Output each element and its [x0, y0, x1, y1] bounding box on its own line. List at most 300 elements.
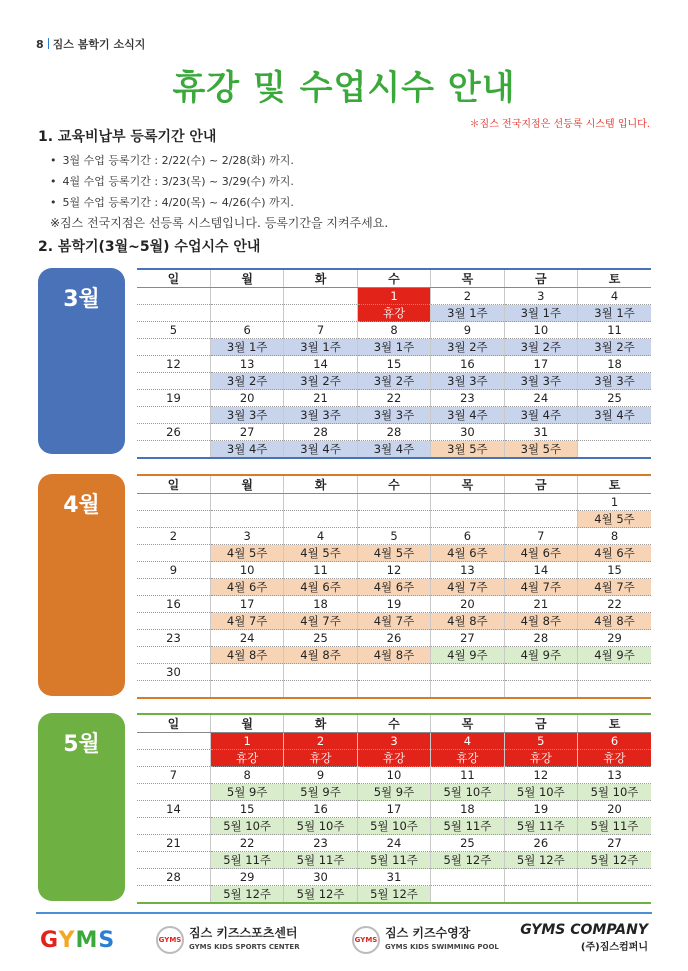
week-cell: 5월 11주: [284, 852, 357, 869]
week-cell: 4월 5주: [578, 511, 651, 528]
brand-sports-center: [156, 926, 300, 954]
week-cell: 4월 8주: [284, 647, 357, 664]
month-tab-march: 3월: [38, 268, 125, 454]
weekday-header: 목: [431, 714, 504, 733]
date-cell: 29: [210, 869, 283, 886]
week-cell: 4월 5주: [284, 545, 357, 562]
date-cell: 20: [210, 390, 283, 407]
week-cell: 5월 11주: [210, 852, 283, 869]
week-cell: 4월 7주: [357, 613, 430, 630]
weekday-header: 토: [578, 475, 651, 494]
week-cell: 5월 10주: [284, 818, 357, 835]
week-cell: [137, 818, 210, 835]
date-cell: 1: [578, 494, 651, 511]
week-cell: 3월 4주: [284, 441, 357, 459]
week-row: [137, 511, 651, 528]
date-cell: 5: [137, 322, 210, 339]
date-cell: 12: [357, 562, 430, 579]
date-row: [137, 664, 651, 681]
section2-heading: 2. 봄학기(3월~5월) 수업시수 안내: [38, 239, 261, 255]
calendar-may: [137, 713, 651, 904]
date-cell: 5: [357, 528, 430, 545]
week-cell: [431, 511, 504, 528]
date-cell: 11: [284, 562, 357, 579]
week-cell: 4월 8주: [578, 613, 651, 630]
calendar-march: [137, 268, 651, 459]
date-cell: [284, 494, 357, 511]
week-row: [137, 613, 651, 630]
week-cell: 3월 3주: [578, 373, 651, 390]
date-cell: 25: [431, 835, 504, 852]
swimming-pool-name: 짐스 키즈수영장: [385, 926, 471, 940]
date-cell: 24: [357, 835, 430, 852]
date-cell: 28: [137, 869, 210, 886]
week-row: [137, 441, 651, 459]
week-cell: 4월 7주: [578, 579, 651, 596]
week-row: [137, 305, 651, 322]
date-cell: 6: [210, 322, 283, 339]
week-cell: [137, 613, 210, 630]
date-cell: 14: [504, 562, 577, 579]
week-cell: 3월 3주: [357, 407, 430, 424]
date-row: [137, 801, 651, 818]
date-cell: 22: [357, 390, 430, 407]
holiday-cell: 휴강: [578, 750, 651, 767]
week-cell: 4월 9주: [504, 647, 577, 664]
date-cell: 22: [578, 596, 651, 613]
week-cell: 3월 1주: [578, 305, 651, 322]
date-row: [137, 424, 651, 441]
date-cell: 9: [284, 767, 357, 784]
date-cell: 23: [431, 390, 504, 407]
week-row: [137, 886, 651, 904]
week-row: [137, 545, 651, 562]
week-cell: 4월 6주: [357, 579, 430, 596]
weekday-header: 화: [284, 269, 357, 288]
date-row: [137, 390, 651, 407]
date-cell: [504, 869, 577, 886]
date-cell: [578, 869, 651, 886]
date-cell: 21: [137, 835, 210, 852]
date-row: [137, 767, 651, 784]
page-header: [36, 36, 145, 52]
date-cell: 31: [357, 869, 430, 886]
weekday-header: 일: [137, 475, 210, 494]
date-cell: 8: [357, 322, 430, 339]
date-cell: 26: [357, 630, 430, 647]
date-cell: 25: [284, 630, 357, 647]
week-cell: 3월 1주: [284, 339, 357, 356]
week-cell: 3월 3주: [504, 373, 577, 390]
date-cell: 29: [578, 630, 651, 647]
date-cell: 1: [210, 733, 283, 750]
date-cell: 20: [578, 801, 651, 818]
date-cell: 13: [578, 767, 651, 784]
page-title: 휴강 및 수업시수 안내: [172, 68, 516, 108]
date-cell: 4: [431, 733, 504, 750]
weekday-header: 월: [210, 714, 283, 733]
date-cell: 30: [431, 424, 504, 441]
holiday-cell: 휴강: [357, 750, 430, 767]
date-cell: 27: [210, 424, 283, 441]
date-row: [137, 596, 651, 613]
date-cell: [284, 288, 357, 305]
week-cell: 3월 2주: [431, 339, 504, 356]
week-row: [137, 818, 651, 835]
week-cell: 4월 7주: [284, 613, 357, 630]
date-cell: 17: [357, 801, 430, 818]
week-cell: 5월 10주: [210, 818, 283, 835]
week-cell: [431, 681, 504, 698]
sports-center-name-en: GYMS KIDS SPORTS CENTER: [189, 943, 300, 951]
week-cell: 5월 12주: [210, 886, 283, 904]
week-cell: [357, 681, 430, 698]
date-cell: [578, 664, 651, 681]
date-cell: 21: [284, 390, 357, 407]
week-cell: [137, 886, 210, 904]
date-cell: 1: [357, 288, 430, 305]
date-cell: 25: [578, 390, 651, 407]
date-cell: 28: [284, 424, 357, 441]
gyms-logo: GYMS: [40, 928, 116, 953]
date-cell: 30: [284, 869, 357, 886]
date-cell: 21: [504, 596, 577, 613]
week-cell: 4월 5주: [357, 545, 430, 562]
week-row: [137, 407, 651, 424]
date-cell: [431, 664, 504, 681]
weekday-header: 토: [578, 269, 651, 288]
week-cell: 5월 9주: [284, 784, 357, 801]
date-cell: 6: [431, 528, 504, 545]
sports-center-emblem-icon: GYMS: [156, 926, 184, 954]
week-cell: [504, 511, 577, 528]
date-cell: 31: [504, 424, 577, 441]
swimming-pool-name-en: GYMS KIDS SWIMMING POOL: [385, 943, 499, 951]
week-cell: 3월 4주: [504, 407, 577, 424]
holiday-cell: 휴강: [431, 750, 504, 767]
weekday-header: 목: [431, 269, 504, 288]
week-cell: 3월 2주: [578, 339, 651, 356]
month-tab-may: 5월: [38, 713, 125, 901]
registration-item-may: • 5월 수업 등록기간 : 4/20(목) ~ 4/26(수) 까지.: [50, 192, 294, 213]
date-cell: 27: [578, 835, 651, 852]
swimming-pool-emblem-icon: GYMS: [352, 926, 380, 954]
date-cell: 2: [284, 733, 357, 750]
week-cell: 5월 11주: [357, 852, 430, 869]
week-cell: 5월 10주: [578, 784, 651, 801]
date-cell: [504, 494, 577, 511]
calendar-april: [137, 474, 651, 699]
date-cell: 18: [578, 356, 651, 373]
week-row: [137, 750, 651, 767]
date-cell: [578, 424, 651, 441]
week-cell: 3월 3주: [284, 407, 357, 424]
date-cell: 16: [284, 801, 357, 818]
week-cell: [210, 511, 283, 528]
date-cell: 10: [504, 322, 577, 339]
date-cell: 7: [137, 767, 210, 784]
date-cell: 12: [504, 767, 577, 784]
date-cell: 7: [284, 322, 357, 339]
date-cell: [210, 664, 283, 681]
week-cell: 5월 9주: [210, 784, 283, 801]
header-divider: [48, 38, 49, 49]
date-cell: [504, 664, 577, 681]
registration-note: ※짐스 전국지점은 선등록 시스템입니다. 등록기간을 지켜주세요.: [50, 216, 389, 230]
date-cell: [357, 664, 430, 681]
date-cell: 16: [137, 596, 210, 613]
week-cell: [137, 579, 210, 596]
weekday-header: 금: [504, 714, 577, 733]
week-cell: [137, 750, 210, 767]
holiday-cell: 휴강: [284, 750, 357, 767]
registration-list: [50, 150, 294, 213]
registration-item-april: • 4월 수업 등록기간 : 3/23(목) ~ 3/29(수) 까지.: [50, 171, 294, 192]
week-cell: [137, 647, 210, 664]
week-cell: [137, 852, 210, 869]
week-cell: 5월 11주: [504, 818, 577, 835]
date-row: [137, 733, 651, 750]
week-cell: 3월 1주: [431, 305, 504, 322]
date-cell: 30: [137, 664, 210, 681]
week-row: [137, 681, 651, 698]
week-cell: 5월 10주: [431, 784, 504, 801]
week-row: [137, 373, 651, 390]
month-tab-april: 4월: [38, 474, 125, 696]
date-row: [137, 356, 651, 373]
date-cell: 9: [137, 562, 210, 579]
company-name-ko: (주)짐스컴퍼니: [580, 942, 648, 953]
week-cell: [431, 886, 504, 904]
week-cell: [137, 373, 210, 390]
week-cell: 4월 8주: [357, 647, 430, 664]
week-row: [137, 784, 651, 801]
weekday-header: 월: [210, 475, 283, 494]
date-row: [137, 528, 651, 545]
week-cell: [504, 681, 577, 698]
week-cell: 4월 9주: [431, 647, 504, 664]
brand-swimming-pool: [352, 926, 499, 954]
week-cell: 5월 12주: [578, 852, 651, 869]
week-cell: 5월 10주: [357, 818, 430, 835]
weekday-header: 목: [431, 475, 504, 494]
date-row: [137, 562, 651, 579]
date-cell: 19: [137, 390, 210, 407]
holiday-cell: 휴강: [504, 750, 577, 767]
date-cell: 15: [210, 801, 283, 818]
date-cell: 26: [137, 424, 210, 441]
date-cell: [431, 869, 504, 886]
footer-divider: [36, 912, 652, 914]
week-cell: 3월 1주: [357, 339, 430, 356]
holiday-cell: 휴강: [357, 305, 430, 322]
week-cell: [137, 681, 210, 698]
weekday-header: 금: [504, 475, 577, 494]
sports-center-name: 짐스 키즈스포츠센터: [189, 926, 298, 940]
date-cell: 13: [210, 356, 283, 373]
week-cell: 4월 6주: [284, 579, 357, 596]
week-cell: 5월 12주: [284, 886, 357, 904]
week-cell: 3월 3주: [210, 407, 283, 424]
date-row: [137, 630, 651, 647]
date-cell: 8: [578, 528, 651, 545]
date-cell: 27: [431, 630, 504, 647]
week-cell: 3월 5주: [504, 441, 577, 459]
date-cell: 17: [210, 596, 283, 613]
date-cell: 24: [504, 390, 577, 407]
date-row: [137, 835, 651, 852]
week-cell: [504, 886, 577, 904]
date-cell: 22: [210, 835, 283, 852]
week-cell: 5월 12주: [357, 886, 430, 904]
date-cell: 13: [431, 562, 504, 579]
date-cell: [357, 494, 430, 511]
week-cell: 5월 12주: [431, 852, 504, 869]
date-cell: 3: [210, 528, 283, 545]
week-row: [137, 339, 651, 356]
week-cell: 4월 6주: [504, 545, 577, 562]
date-cell: 9: [431, 322, 504, 339]
date-cell: 16: [431, 356, 504, 373]
date-cell: [210, 494, 283, 511]
date-cell: 6: [578, 733, 651, 750]
week-row: [137, 852, 651, 869]
weekday-header: 수: [357, 269, 430, 288]
week-cell: 4월 7주: [431, 579, 504, 596]
date-cell: 12: [137, 356, 210, 373]
date-cell: 24: [210, 630, 283, 647]
week-cell: [137, 545, 210, 562]
week-cell: 4월 8주: [504, 613, 577, 630]
title-note: ＊짐스 전국지점은 선등록 시스템 입니다.: [469, 119, 650, 130]
date-cell: [210, 288, 283, 305]
date-cell: 19: [357, 596, 430, 613]
week-cell: 5월 12주: [504, 852, 577, 869]
week-cell: [284, 305, 357, 322]
week-cell: [357, 511, 430, 528]
week-cell: 4월 7주: [504, 579, 577, 596]
week-cell: 3월 2주: [357, 373, 430, 390]
weekday-header: 금: [504, 269, 577, 288]
date-cell: 7: [504, 528, 577, 545]
date-row: [137, 494, 651, 511]
week-cell: [284, 681, 357, 698]
week-cell: 4월 7주: [210, 613, 283, 630]
date-cell: 20: [431, 596, 504, 613]
weekday-header: 일: [137, 269, 210, 288]
date-cell: 3: [504, 288, 577, 305]
holiday-cell: 휴강: [210, 750, 283, 767]
week-cell: 3월 2주: [504, 339, 577, 356]
registration-item-march: • 3월 수업 등록기간 : 2/22(수) ~ 2/28(화) 까지.: [50, 150, 294, 171]
date-row: [137, 322, 651, 339]
week-cell: [210, 305, 283, 322]
week-cell: 5월 11주: [578, 818, 651, 835]
company-name-en: GYMS COMPANY: [520, 922, 648, 938]
date-cell: 18: [284, 596, 357, 613]
date-cell: 10: [210, 562, 283, 579]
date-cell: 14: [137, 801, 210, 818]
week-cell: [137, 339, 210, 356]
week-cell: 4월 5주: [210, 545, 283, 562]
date-row: [137, 869, 651, 886]
date-cell: 11: [431, 767, 504, 784]
week-cell: [137, 441, 210, 459]
date-cell: 28: [504, 630, 577, 647]
week-cell: 3월 4주: [431, 407, 504, 424]
weekday-header: 월: [210, 269, 283, 288]
date-cell: 4: [578, 288, 651, 305]
week-cell: [137, 511, 210, 528]
week-cell: [578, 886, 651, 904]
week-cell: 4월 6주: [431, 545, 504, 562]
week-row: [137, 647, 651, 664]
date-cell: 26: [504, 835, 577, 852]
date-cell: 2: [137, 528, 210, 545]
week-cell: 3월 4주: [357, 441, 430, 459]
week-cell: 4월 8주: [431, 613, 504, 630]
date-cell: 3: [357, 733, 430, 750]
weekday-header: 화: [284, 714, 357, 733]
date-cell: 23: [284, 835, 357, 852]
week-cell: 3월 2주: [284, 373, 357, 390]
week-cell: [284, 511, 357, 528]
section1-heading: 1. 교육비납부 등록기간 안내: [38, 129, 217, 145]
week-cell: 5월 9주: [357, 784, 430, 801]
page-number: 8: [36, 38, 44, 51]
week-cell: [578, 681, 651, 698]
week-cell: [578, 441, 651, 459]
date-cell: 23: [137, 630, 210, 647]
date-cell: 19: [504, 801, 577, 818]
date-cell: 28: [357, 424, 430, 441]
date-cell: [137, 288, 210, 305]
date-cell: [137, 733, 210, 750]
week-cell: 4월 6주: [578, 545, 651, 562]
week-cell: 3월 4주: [210, 441, 283, 459]
date-row: [137, 288, 651, 305]
weekday-header: 수: [357, 475, 430, 494]
header-section: 짐스 봄학기 소식지: [52, 38, 146, 51]
date-cell: 4: [284, 528, 357, 545]
weekday-header: 일: [137, 714, 210, 733]
date-cell: 18: [431, 801, 504, 818]
date-cell: 5: [504, 733, 577, 750]
date-cell: 15: [578, 562, 651, 579]
weekday-header: 토: [578, 714, 651, 733]
week-cell: 3월 1주: [504, 305, 577, 322]
week-cell: 3월 2주: [210, 373, 283, 390]
week-cell: 3월 3주: [431, 373, 504, 390]
date-cell: 17: [504, 356, 577, 373]
week-cell: [137, 305, 210, 322]
date-cell: 14: [284, 356, 357, 373]
week-cell: 3월 5주: [431, 441, 504, 459]
week-cell: [210, 681, 283, 698]
week-cell: 4월 9주: [578, 647, 651, 664]
date-cell: 15: [357, 356, 430, 373]
date-cell: [137, 494, 210, 511]
week-cell: 3월 4주: [578, 407, 651, 424]
week-cell: 3월 1주: [210, 339, 283, 356]
week-cell: 5월 10주: [504, 784, 577, 801]
date-cell: 10: [357, 767, 430, 784]
week-cell: 4월 8주: [210, 647, 283, 664]
date-cell: 8: [210, 767, 283, 784]
date-cell: [431, 494, 504, 511]
week-row: [137, 579, 651, 596]
weekday-header: 수: [357, 714, 430, 733]
